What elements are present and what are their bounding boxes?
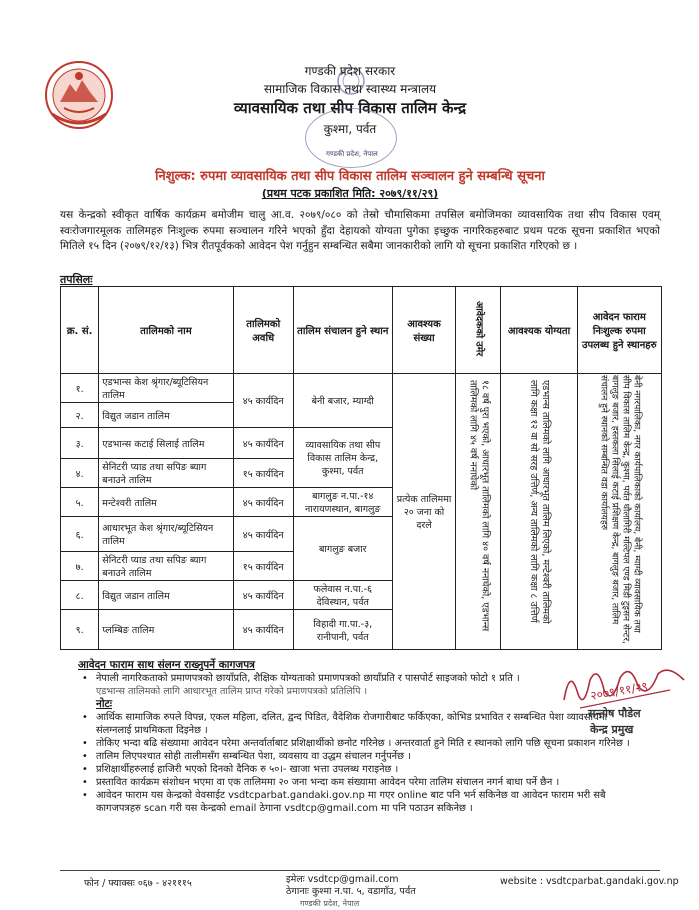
cell-name: सेनिटरी प्याड तथा सपिङ ब्याग बनाउने तालिम xyxy=(99,552,233,581)
footer-contact xyxy=(286,874,416,898)
cell-name: विद्युत जडान तालिम xyxy=(99,581,233,610)
office-stamp xyxy=(305,108,397,168)
documents-list xyxy=(78,672,638,815)
availability-text: बेनी नगरपालिका, नगर कार्यपालिकाको कार्यालय, बेनी, म्याग्दी व्यावसायिक तथा सीप विकास तालिम केन्द्र, कुश्मा, पर्वत धौलागिरी मल्टिपल एण्ड मिडी टुइसन सेन्टर, बागलुङ बजार, हस्तकला सिलाई कटाई प्रशिक्षण केन्द्र, बागलुङ बजार, तालिम संचालन हुने स्थानको सम्बन्धित वडा कार्यालयहरु xyxy=(598,375,642,644)
list-item: • तालिम लिएपश्चात सोही तालीमसँग सम्बन्धित पेशा, व्यवसाय वा उद्धम संचालन गर्नुपर्नेछ । xyxy=(78,750,638,763)
header-age xyxy=(456,287,501,374)
cell-sn: १. xyxy=(61,374,99,403)
cell-duration: १५ कार्यदिन xyxy=(233,459,293,488)
cell-duration: ४५ कार्यदिन xyxy=(233,610,293,650)
list-item: • आर्थिक सामाजिक रुपले विपन्न, एकल महिला, दलित, द्वन्द पिडित, वैदेशिक रोजगारीबाट फर्किएका, कोभिड प्रभावित र सम्बन्धित पेशा व्यावसायमा संलग्नलाई प्राथमिकता दिइनेछ । xyxy=(78,711,638,737)
header-sn: क्र. सं. xyxy=(61,287,99,374)
stamp-text: गण्डकी प्रदेश, नेपाल xyxy=(326,150,378,158)
cell-name: प्लम्बिङ तालिम xyxy=(99,610,233,650)
cell-place: विहादी गा.पा.-३, रानीपानी, पर्वत xyxy=(293,610,392,650)
footer-phone: फोन / फ्याक्सः ०६७ - ४२१११५ xyxy=(84,878,192,889)
table-header-row xyxy=(61,287,662,374)
cell-name: आधारभूत केश श्रृंगार/ब्यूटिसियन तालिम xyxy=(99,517,233,552)
cell-place: बागलुङ बजार xyxy=(293,517,392,581)
cell-place: फलेवास न.पा.-६ देविस्थान, पर्वत xyxy=(293,581,392,610)
cell-sn: ६. xyxy=(61,517,99,552)
nepal-emblem-icon xyxy=(42,58,116,132)
cell-sn: ९. xyxy=(61,610,99,650)
signatory-name: सन्तोष पौडेल xyxy=(588,707,641,720)
header-ministry: सामाजिक विकास तथा स्वास्थ्य मन्त्रालय xyxy=(263,82,437,96)
header-number: आवश्यक संख्या xyxy=(392,287,456,374)
signature-block xyxy=(560,660,690,740)
cell-name: एडभान्स केश श्रृंगार/ब्यूटिसियन तालिम xyxy=(99,374,233,403)
header-age-text: आवेदकको उमेर xyxy=(473,300,485,357)
cell-duration: ४५ कार्यदिन xyxy=(233,374,293,428)
list-item: • प्रशिक्षार्थीहरुलाई हाजिरी भएको दिनको दैनिक रु ५०।- खाजा भत्ता उपलब्ध गराइनेछ । xyxy=(78,763,638,776)
signature-date: २०७९/११/२९ xyxy=(589,679,649,703)
list-item: • नेपाली नागरिकताको प्रमाणपत्रको छायाँप्रति, शैक्षिक योग्यताको प्रमाणपत्रको छायाँप्रति र पासपोर्ट साइजको फोटो १ प्रति । xyxy=(78,672,638,685)
cell-sn: २. xyxy=(61,403,99,428)
header-location: कुश्मा, पर्वत xyxy=(323,122,377,136)
cell-age xyxy=(456,374,501,650)
header-office: व्यावसायिक तथा सीप विकास तालिम केन्द्र xyxy=(233,99,467,117)
cell-name: विद्युत जडान तालिम xyxy=(99,403,233,428)
cell-place: बागलुङ न.पा.-१४ नारायणस्थान, बागलुङ xyxy=(293,488,392,517)
cell-sn: ४. xyxy=(61,459,99,488)
notice-intro: यस केन्द्रको स्वीकृत वार्षिक कार्यक्रम बमोजीम चालु आ.व. २०७९/०८० को तेस्रो चौमासिकमा तपसिल बमोजिमका व्यावसायिक तथा सीप विकास एवम् स्वःरोजगारमूलक तालिमहरु निःशुल्क रुपमा सञ्चालन गरिने भएको हुँदा देहायको योग्यता पुगेका इच्छुक नागरिकहरुबाट प्रथम पटक सूचना प्रकाशित भएको मितिले १५ दिन (२०७९/१२/१३) भित्र रीतपूर्वकको आवेदन पेश गर्नुहुन सम्बन्धित सबैमा जानकारीको लागि यो सूचना प्रकाशित गरिएको छ । xyxy=(60,209,660,252)
footer-bottom: गण्डकी प्रदेश, नेपाल xyxy=(300,899,360,908)
list-subitem: एडभान्स तालिमको लागि आधारभूत तालिम प्राप्त गरेको प्रमाणपत्रको प्रतिलिपि । xyxy=(96,686,368,697)
list-item: • आवेदन फाराम यस केन्द्रको वेवसाईट vsdtcparbat.gandaki.gov.np मा गएर online बाट पनि भर्न सकिनेछ वा आवेदन फाराम भरी सबै कागजपत्रहरु scan गरी यस केन्द्रको email ठेगाना vsdtcp@gmail.com मा पनि पठाउन सकिनेछ । xyxy=(78,789,638,815)
cell-duration: ४५ कार्यदिन xyxy=(233,581,293,610)
cell-availability xyxy=(577,374,661,650)
cell-sn: ७. xyxy=(61,552,99,581)
header-name: तालिमको नाम xyxy=(99,287,233,374)
cell-sn: ३. xyxy=(61,428,99,459)
table-row xyxy=(61,374,662,403)
documents-title: आवेदन फाराम साथ संलग्न राख्नुपर्ने कागजपत्र xyxy=(78,659,255,671)
cell-qualification xyxy=(501,374,577,650)
footer-website: website : vsdtcparbat.gandaki.gov.np xyxy=(500,876,679,887)
age-text: १८ वर्ष पुरा भएको, आधारभूत तालिमको लागि ४० वर्ष ननाघेको, एडभान्स तालिमको लागि ४५ वर्ष ननाघेको xyxy=(467,380,491,632)
footer-address: ठेगानाः कुश्मा न.पा. ५, वडागाँउ, पर्वत xyxy=(286,886,416,897)
list-item: • तोकिए भन्दा बढि संख्यामा आवेदन परेमा अन्तर्वार्ताबाट प्रशिक्षार्थीको छनोट गरिनेछ । अन्तरवार्ता हुने मिति र स्थानको लागि पछि सूचना प्रकाशन गरिनेछ । xyxy=(78,737,638,750)
notice-title: निशुल्क: रुपमा व्यावसायिक तथा सीप विकास तालिम सञ्चालन हुने सम्बन्धि सूचना xyxy=(155,169,545,184)
cell-name: एडभान्स कटाई सिलाई तालिम xyxy=(99,428,233,459)
header-availability: आवेदन फाराम निःशुल्क रुपमा उपलब्ध हुने स्थानहरु xyxy=(577,287,661,374)
cell-duration: १५ कार्यदिन xyxy=(233,552,293,581)
list-item: • प्रस्तावित कार्यक्रम संशोधन भएमा वा एक तालिममा २० जना भन्दा कम संख्यामा आवेदन परेमा तालिम संचालन नगर्न बाधा पर्ने छैन । xyxy=(78,776,638,789)
cell-sn: ८. xyxy=(61,581,99,610)
cell-place: व्यावसायिक तथा सीप विकास तालिम केन्द्र, कुश्मा, पर्वत xyxy=(293,428,392,488)
notice-subtitle: (प्रथम पटक प्रकाशित मिति: २०७९/११/२९) xyxy=(261,187,439,200)
cell-duration: ४५ कार्यदिन xyxy=(233,428,293,459)
footer-divider xyxy=(60,870,660,871)
note-title: नोटः xyxy=(96,698,112,710)
header-place: तालिम संचालन हुने स्थान xyxy=(293,287,392,374)
cell-number: प्रत्येक तालिममा २० जना को दरले xyxy=(392,374,456,650)
training-table xyxy=(60,286,662,650)
cell-name: सेनिटरी प्याड तथा सपिङ ब्याग बनाउने तालिम xyxy=(99,459,233,488)
header-duration: तालिमको अवधि xyxy=(233,287,293,374)
cell-sn: ५. xyxy=(61,488,99,517)
qualification-text: एडभान्स तालिमको लागि आधारभूत तालिम लिएको, मन्टेश्वरी तालिमको लागि कक्षा १२ वा सो सरह उत्तिर्ण, अन्य तालिमको लागि कक्षा ८ उत्तिर्ण xyxy=(528,380,552,624)
cell-place: बेनी बजार, म्याग्दी xyxy=(293,374,392,428)
cell-duration: ४५ कार्यदिन xyxy=(233,517,293,552)
signatory-role: केन्द्र प्रमुख xyxy=(590,723,634,736)
details-label: तपसिलः xyxy=(60,273,93,286)
footer-email: इमेलः vsdtcp@gmail.com xyxy=(286,874,399,885)
cell-duration: ४५ कार्यदिन xyxy=(233,488,293,517)
cell-name: मन्टेश्वरी तालिम xyxy=(99,488,233,517)
header-government: गण्डकी प्रदेश सरकार xyxy=(304,64,396,78)
header-qualification: आवश्यक योग्यता xyxy=(501,287,577,374)
